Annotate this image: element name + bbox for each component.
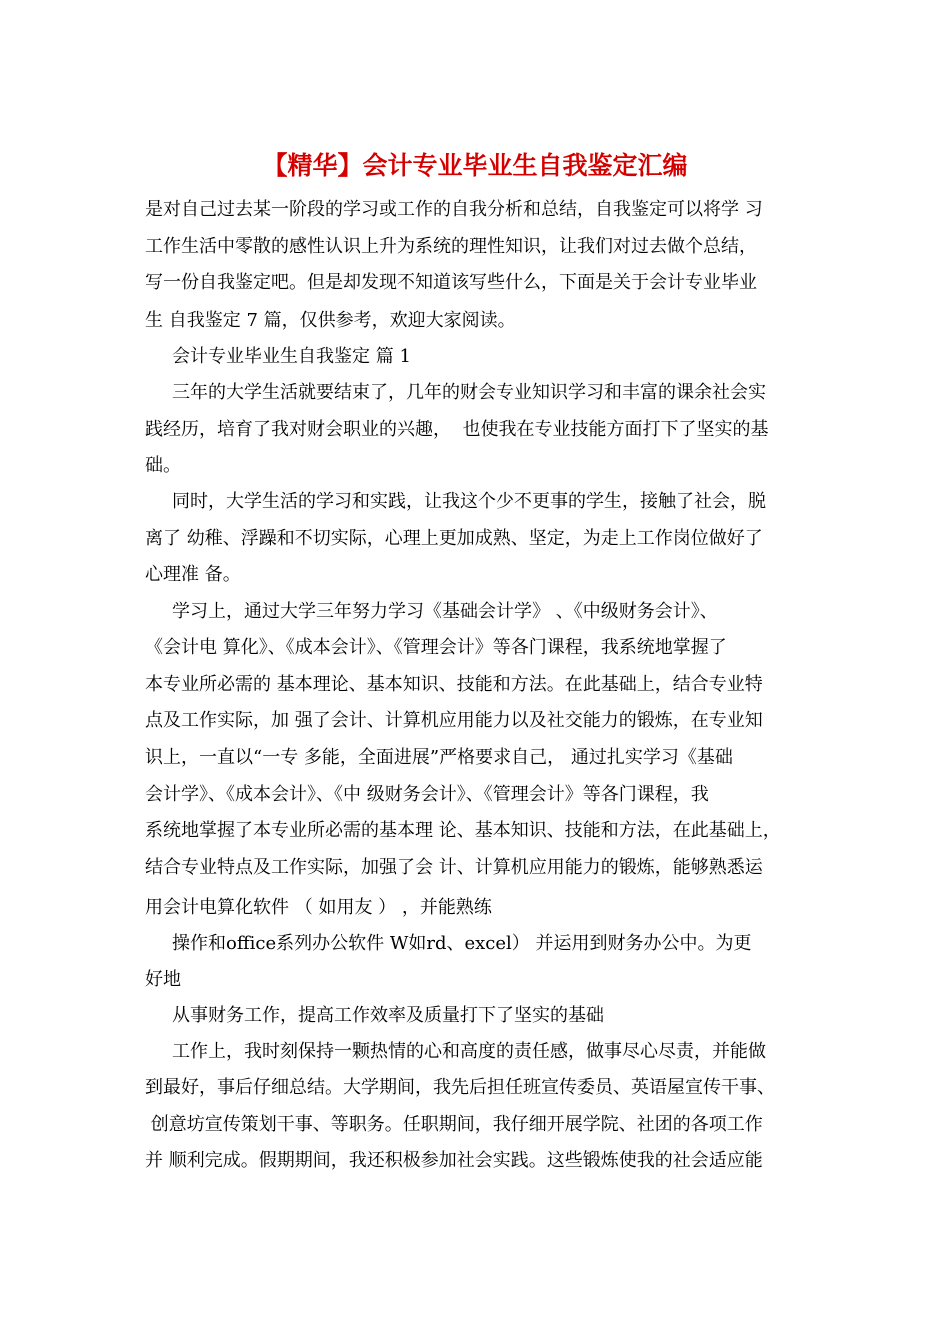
body-line: 践经历，培育了我对财会职业的兴趣， 也使我在专业技能方面打下了坚实的基: [145, 419, 769, 440]
body-line: 并 顺利完成。假期期间，我还积极参加社会实践。这些锻炼使我的社会适应能: [145, 1150, 763, 1171]
body-line: 会计学》、《成本会计》、《中 级财务会计》、《管理会计》等各门课程，我: [145, 784, 709, 805]
body-line: 工作生活中零散的感性认识上升为系统的理性知识，让我们对过去做个总结，: [145, 236, 757, 257]
body-line: 同时，大学生活的学习和实践，让我这个少不更事的学生，接触了社会，脱: [172, 491, 766, 512]
body-line: 三年的大学生活就要结束了，几年的财会专业知识学习和丰富的课余社会实: [172, 382, 766, 403]
body-line: 从事财务工作，提高工作效率及质量打下了坚实的基础: [172, 1005, 604, 1026]
body-line: 础。: [145, 455, 181, 476]
body-line: 心理准 备。: [145, 564, 241, 585]
document-title: 【精华】会计专业毕业生自我鉴定汇编: [262, 151, 688, 180]
body-line: 系统地掌握了本专业所必需的基本理 论、基本知识、技能和方法，在此基础上，: [145, 820, 781, 841]
body-line: 识上，一直以“一专 多能，全面进展”严格要求自己， 通过扎实学习《基础: [145, 747, 733, 768]
body-line: 是对自己过去某一阶段的学习或工作的自我分析和总结，自我鉴定可以将学 习: [145, 199, 763, 220]
body-line: 《会计电 算化》、《成本会计》、《管理会计》等各门课程，我系统地掌握了: [145, 637, 727, 658]
body-line: 到最好，事后仔细总结。大学期间，我先后担任班宣传委员、英语屋宣传干事、: [145, 1077, 775, 1098]
body-line: 用会计电算化软件 （ 如用友 ） ，并能熟练: [145, 897, 492, 918]
body-line: 创意坊宣传策划干事、等职务。任职期间，我仔细开展学院、社团的各项工作: [145, 1114, 763, 1135]
body-line: 学习上，通过大学三年努力学习《基础会计学》 、《中级财务会计》、: [172, 601, 718, 622]
section-heading: 会计专业毕业生自我鉴定 篇 1: [172, 346, 411, 367]
body-line: 写一份自我鉴定吧。但是却发现不知道该写些什么，下面是关于会计专业毕业: [145, 272, 757, 293]
body-line: 离了 幼稚、浮躁和不切实际，心理上更加成熟、坚定，为走上工作岗位做好了: [145, 528, 763, 549]
body-line: 结合专业特点及工作实际，加强了会 计、计算机应用能力的锻炼，能够熟悉运: [145, 857, 763, 878]
body-line: 好地: [145, 969, 181, 990]
body-line: 本专业所必需的 基本理论、基本知识、技能和方法。在此基础上，结合专业特: [145, 674, 763, 695]
body-line: 工作上，我时刻保持一颗热情的心和高度的责任感，做事尽心尽责，并能做: [172, 1041, 766, 1062]
body-line: 操作和office系列办公软件 W如rd、excel） 并运用到财务办公中。为更: [172, 933, 752, 954]
body-line: 点及工作实际，加 强了会计、计算机应用能力以及社交能力的锻炼，在专业知: [145, 710, 763, 731]
body-line: 生 自我鉴定 7 篇，仅供参考，欢迎大家阅读。: [145, 310, 516, 331]
